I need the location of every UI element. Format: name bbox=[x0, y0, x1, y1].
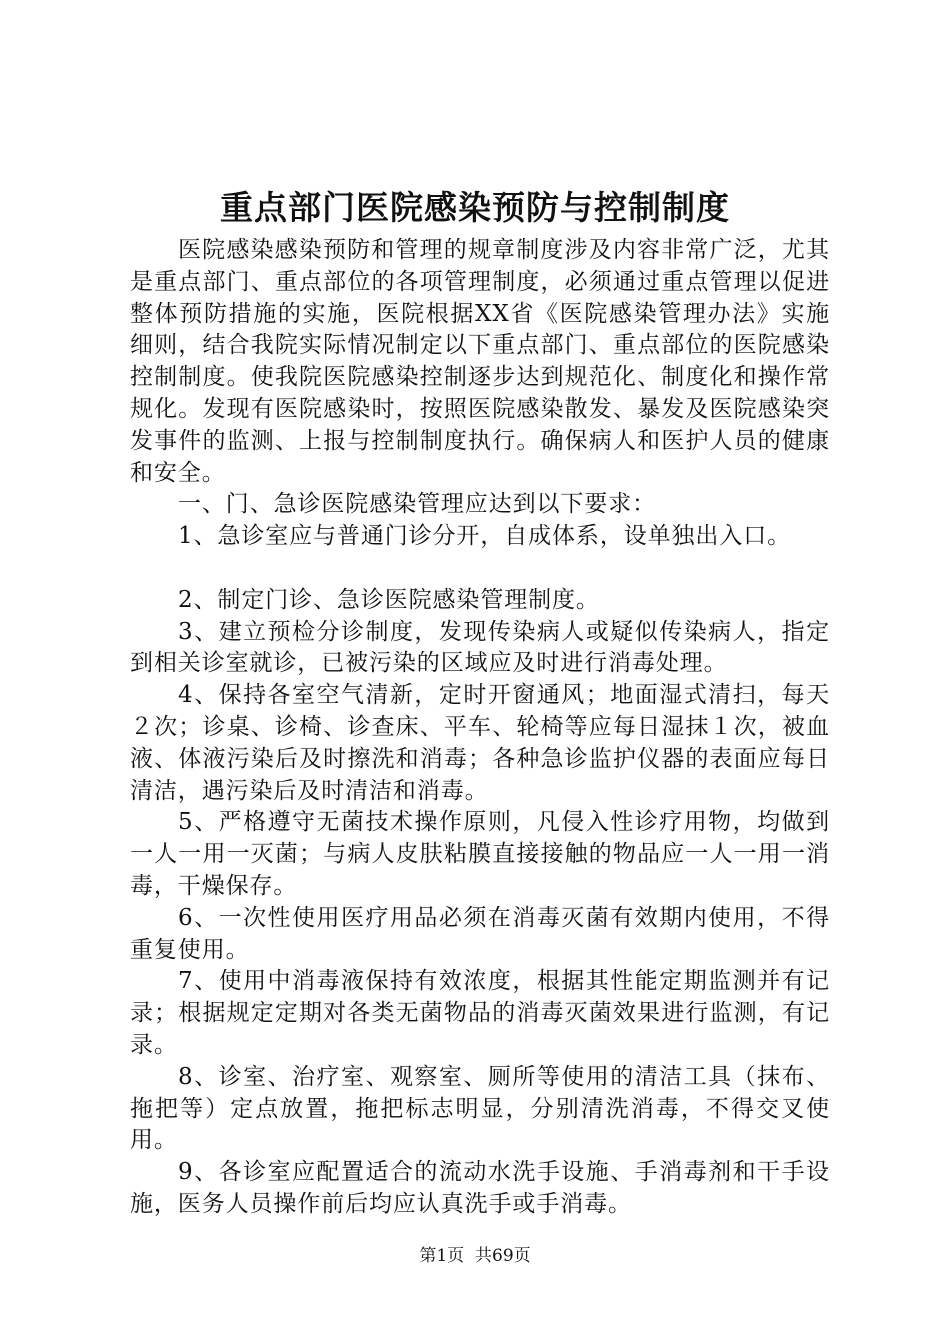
list-item: 7、使用中消毒液保持有效浓度，根据其性能定期监测并有记录；根据规定定期对各类无菌物品的消毒灭菌效果进行监测，有记录。 bbox=[130, 968, 830, 1058]
list-item: 3、建立预检分诊制度，发现传染病人或疑似传染病人，指定到相关诊室就诊，已被污染的区域应及时进行消毒处理。 bbox=[130, 618, 830, 677]
list-item: 2、制定门诊、急诊医院感染管理制度。 bbox=[178, 586, 600, 613]
page-footer bbox=[0, 1244, 950, 1268]
list-item: 5、严格遵守无菌技术操作原则，凡侵入性诊疗用物，均做到一人一用一灭菌；与病人皮肤粘膜直接接触的物品应一人一用一消毒，干燥保存。 bbox=[130, 809, 830, 899]
intro-paragraph: 医院感染感染预防和管理的规章制度涉及内容非常广泛，尤其是重点部门、重点部位的各项管理制度，必须通过重点管理以促进整体预防措施的实施，医院根据XX省《医院感染管理办法》实施细则，结合我院实际情况制定以下重点部门、重点部位的医院感染控制制度。使我院医院感染控制逐步达到规范化、制度化和操作常规化。发现有医院感染时，按照医院感染散发、暴发及医院感染突发事件的监测、上报与控制制度执行。确保病人和医护人员的健康和安全。 bbox=[130, 237, 830, 486]
document-title: 重点部门医院感染预防与控制制度 bbox=[220, 188, 730, 227]
list-item: 8、诊室、治疗室、观察室、厕所等使用的清洁工具（抹布、拖把等）定点放置，拖把标志明显，分别清洗消毒，不得交叉使用。 bbox=[130, 1063, 830, 1154]
list-item: 6、一次性使用医疗用品必须在消毒灭菌有效期内使用，不得重复使用。 bbox=[130, 904, 830, 963]
list-item: 1、急诊室应与普通门诊分开，自成体系，设单独出入口。 bbox=[178, 523, 792, 550]
section-heading: 一、门、急诊医院感染管理应达到以下要求： bbox=[178, 491, 656, 518]
list-item: 4、保持各室空气清新，定时开窗通风；地面湿式清扫，每天２次；诊桌、诊椅、诊查床、平车、轮椅等应每日湿抹１次，被血液、体液污染后及时擦洗和消毒；各种急诊监护仪器的表面应每日清洁，遇污染后及时清洁和消毒。 bbox=[130, 682, 830, 804]
total-page-count: 共69页 bbox=[475, 1246, 531, 1266]
list-item: 9、各诊室应配置适合的流动水洗手设施、手消毒剂和干手设施，医务人员操作前后均应认真洗手或手消毒。 bbox=[130, 1159, 830, 1217]
current-page-number: 第1页 bbox=[419, 1246, 465, 1266]
document-body bbox=[130, 235, 830, 1221]
